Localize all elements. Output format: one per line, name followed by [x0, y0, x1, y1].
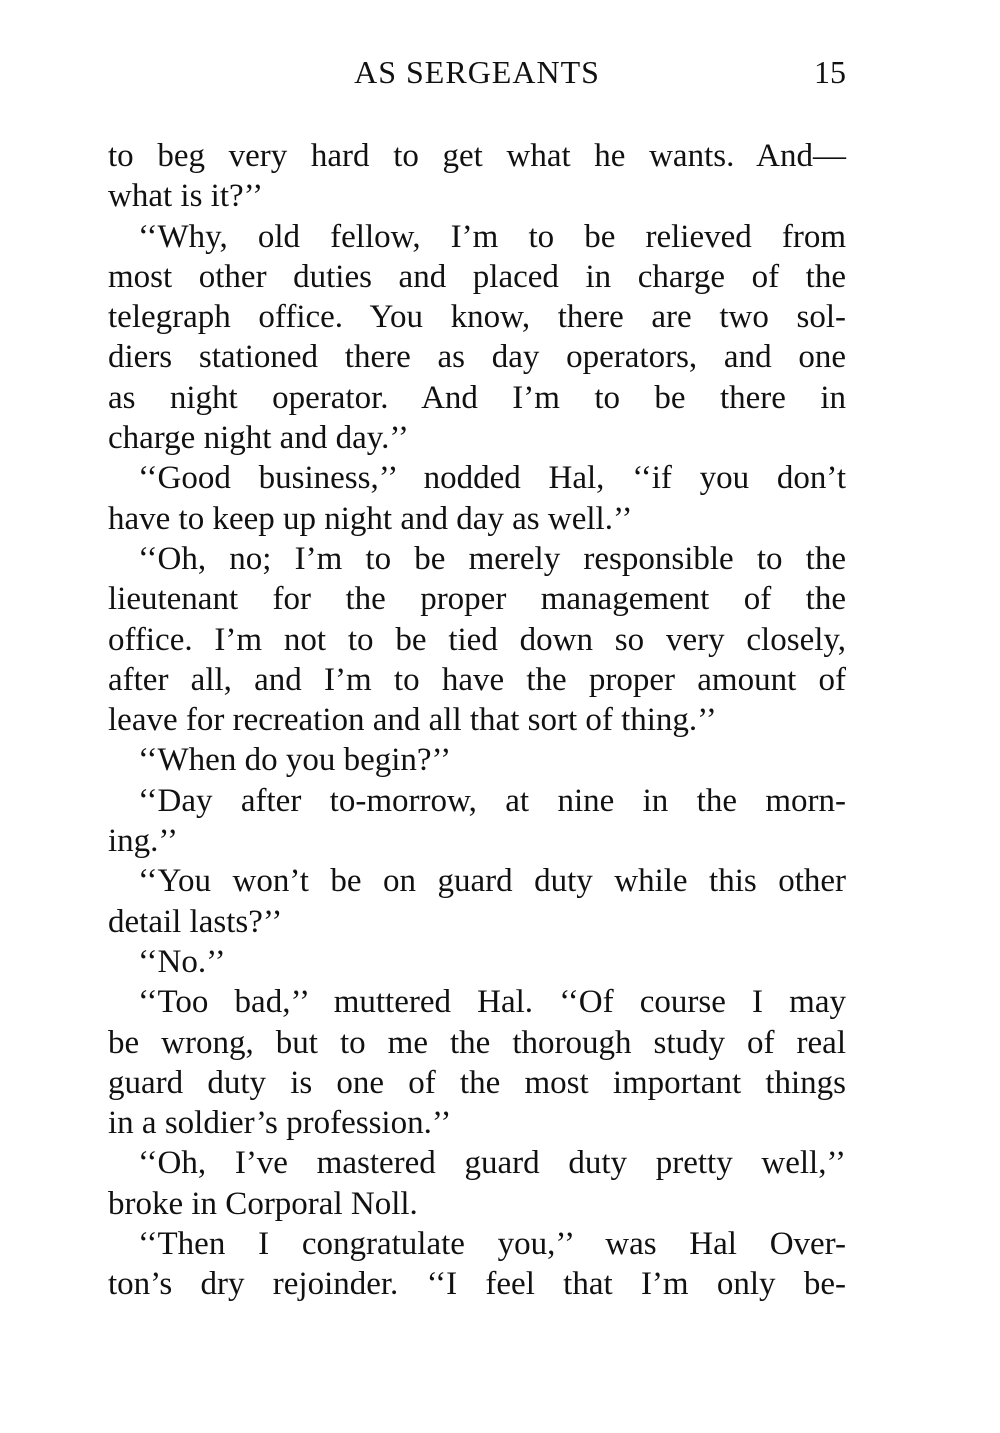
text-line: most other duties and placed in charge of the — [108, 258, 846, 295]
text-line: ‘‘Day after to-morrow, at nine in the morn- — [138, 782, 846, 819]
text-line: ‘‘When do you begin?’’ — [138, 742, 452, 779]
text-line: after all, and I’m to have the proper amount of — [108, 661, 846, 698]
text-line: charge night and day.’’ — [108, 420, 409, 457]
running-head — [108, 52, 846, 92]
text-line: diers stationed there as day operators, and one — [108, 339, 846, 376]
body-text — [108, 136, 846, 1305]
text-line: ‘‘Oh, I’ve mastered guard duty pretty well,’’ — [138, 1145, 846, 1182]
text-line: ton’s dry rejoinder. ‘‘I feel that I’m only be- — [108, 1266, 846, 1303]
text-line: lieutenant for the proper management of the — [108, 581, 846, 618]
text-line: as night operator. And I’m to be there in — [108, 379, 846, 416]
text-line: ing.’’ — [108, 823, 178, 860]
text-line: office. I’m not to be tied down so very closely, — [108, 621, 846, 658]
text-line: detail lasts?’’ — [108, 903, 283, 940]
text-line: ‘‘Then I congratulate you,’’ was Hal Over- — [138, 1226, 846, 1263]
text-line: leave for recreation and all that sort of thing.’’ — [108, 702, 717, 739]
text-line: ‘‘Why, old fellow, I’m to be relieved from — [138, 218, 846, 255]
running-title: AS SERGEANTS — [354, 54, 600, 90]
text-line: to beg very hard to get what he wants. And— — [108, 138, 846, 174]
text-line: telegraph office. You know, there are two sol- — [108, 299, 846, 336]
text-line: ‘‘No.’’ — [138, 943, 226, 980]
text-line: guard duty is one of the most important things — [108, 1064, 846, 1101]
page-number: 15 — [814, 54, 846, 90]
text-line: be wrong, but to me the thorough study of real — [108, 1024, 846, 1061]
text-line: ‘‘You won’t be on guard duty while this other — [138, 863, 846, 900]
text-line: broke in Corporal Noll. — [108, 1185, 418, 1222]
text-line: ‘‘Oh, no; I’m to be merely responsible to the — [138, 540, 846, 577]
text-line: ‘‘Good business,’’ nodded Hal, ‘‘if you don’t — [138, 460, 846, 497]
text-line: in a soldier’s profession.’’ — [108, 1105, 452, 1142]
text-line: ‘‘Too bad,’’ muttered Hal. ‘‘Of course I may — [138, 984, 846, 1021]
text-line: have to keep up night and day as well.’’ — [108, 500, 633, 537]
text-line: what is it?’’ — [108, 178, 264, 215]
